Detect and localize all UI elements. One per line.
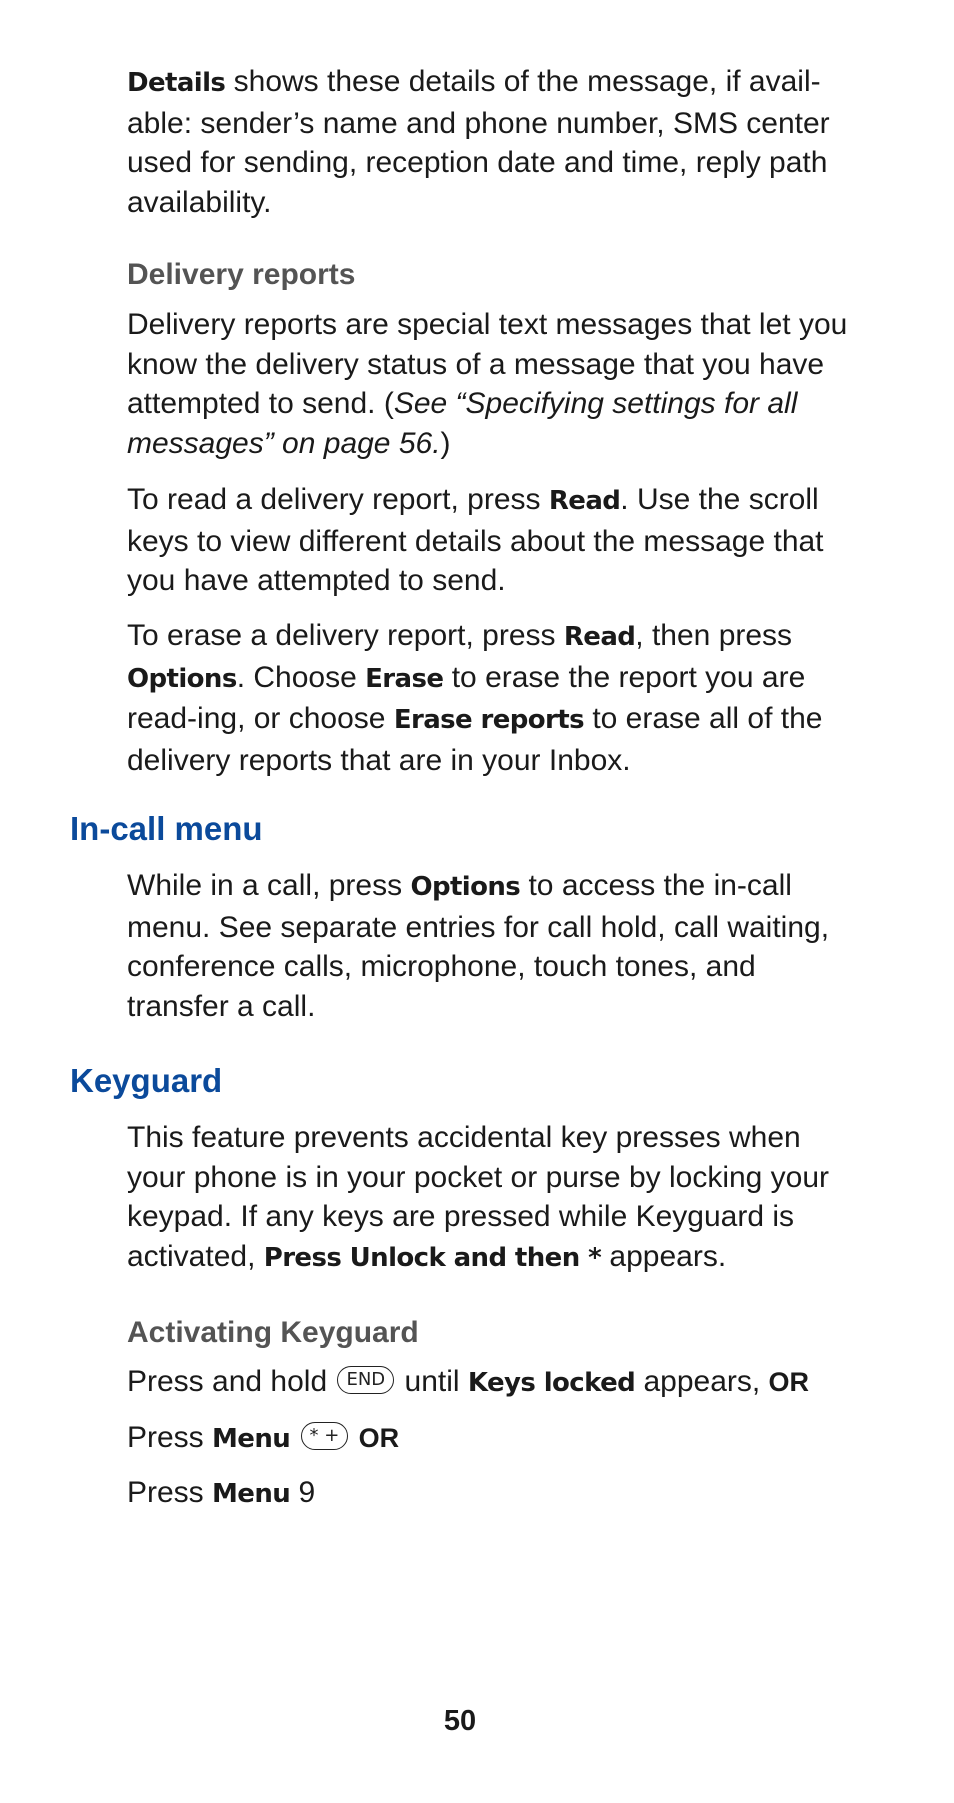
keyword-keys-locked: Keys locked <box>467 1368 636 1398</box>
step2-before: Press <box>127 1421 213 1454</box>
step3-after: 9 <box>290 1476 316 1509</box>
read-report-paragraph <box>127 480 857 601</box>
keyword-menu: Menu <box>212 1479 291 1509</box>
keyword-or: OR <box>768 1367 810 1397</box>
erase-after: to erase all of the delivery reports that are in your Inbox. <box>127 702 823 777</box>
keyword-read: Read <box>563 622 636 652</box>
details-paragraph <box>127 62 857 222</box>
step1-mid: until <box>396 1365 468 1398</box>
keyword-erase: Erase <box>365 663 444 694</box>
keyword-unlock-message: Press Unlock and then * <box>263 1242 602 1273</box>
keyguard-heading: Keyguard <box>70 1062 223 1099</box>
keyword-options: Options <box>127 663 237 694</box>
keyword-options: Options <box>410 872 521 902</box>
erase-mid2: . Choose <box>236 660 366 694</box>
intro-close: ) <box>440 426 451 460</box>
delivery-reports-intro <box>127 305 857 463</box>
keyguard-after: appears. <box>601 1239 727 1273</box>
activating-step-2 <box>127 1418 857 1460</box>
activating-step-3 <box>127 1473 857 1515</box>
erase-before: To erase a delivery report, press <box>127 619 564 652</box>
erase-report-paragraph <box>127 616 857 780</box>
in-call-before: While in a call, press <box>127 869 411 902</box>
keyword-menu: Menu <box>212 1424 291 1454</box>
details-text: shows these details of the message, if avail-able: sender’s name and phone number, SMS center used for sending, reception date and time, reply path availability. <box>127 65 830 219</box>
keyword-erase-reports: Erase reports <box>393 705 584 735</box>
erase-mid3: to erase the report you are read-ing, or choose <box>127 660 806 735</box>
read-after: . Use the scroll keys to view different details about the message that you have attempted to send. <box>127 483 824 597</box>
keyguard-before: This feature prevents accidental key presses when your phone is in your pocket or purse by locking your keypad. If any keys are pressed while Keyguard is activated, <box>127 1121 830 1273</box>
intro-text: Delivery reports are special text messages that let you know the delivery status of a message that you have attempted to send. ( <box>127 308 848 420</box>
keyword-or: OR <box>358 1423 400 1453</box>
activating-keyguard-heading: Activating Keyguard <box>127 1316 419 1349</box>
read-before: To read a delivery report, press <box>127 483 549 516</box>
activating-step-1 <box>127 1362 857 1404</box>
in-call-after: to access the in-call menu. See separate entries for call hold, call waiting, conference calls, microphone, touch tones, and transfer a call. <box>127 869 830 1023</box>
step1-after: appears, <box>635 1365 769 1398</box>
step3-before: Press <box>127 1476 213 1509</box>
page-reference: See “Specifying settings for all messages” on page 56. <box>127 387 798 460</box>
keyguard-paragraph <box>127 1118 857 1278</box>
in-call-menu-paragraph <box>127 866 857 1026</box>
in-call-menu-heading: In-call menu <box>70 810 263 847</box>
delivery-reports-heading: Delivery reports <box>127 258 356 291</box>
keyword-details: Details <box>127 68 226 98</box>
step1-before: Press and hold <box>127 1365 336 1398</box>
star-key-icon: * + <box>301 1422 349 1450</box>
keyword-read: Read <box>548 486 621 516</box>
end-key-icon: END <box>337 1366 394 1394</box>
erase-mid1: , then press <box>635 619 793 652</box>
page-number: 50 <box>443 1705 477 1737</box>
